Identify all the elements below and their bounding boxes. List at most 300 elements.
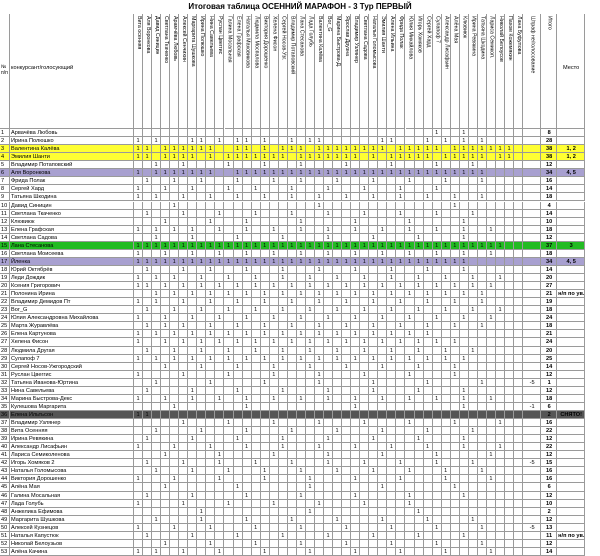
vote-cell: 1 xyxy=(469,161,478,169)
author-name-label: Владимир Узлянер xyxy=(352,16,359,63)
vote-cell xyxy=(396,435,405,443)
vote-cell: 1 xyxy=(152,516,161,524)
vote-cell: 1 xyxy=(234,137,243,145)
vote-cell: 1 xyxy=(433,459,442,467)
vote-cell xyxy=(505,483,514,491)
vote-cell: 1 xyxy=(152,427,161,435)
vote-cell: 1 xyxy=(433,185,442,193)
vote-cell: 1 xyxy=(478,524,487,532)
vote-cell xyxy=(197,451,206,459)
vote-cell xyxy=(252,387,261,395)
row-number: 2 xyxy=(0,137,10,145)
vote-cell xyxy=(505,161,514,169)
vote-cell xyxy=(234,379,243,387)
vote-cell xyxy=(433,153,442,161)
vote-cell: 1 xyxy=(243,395,252,403)
vote-cell xyxy=(243,411,252,419)
vote-cell xyxy=(442,129,451,137)
vote-cell: 1 xyxy=(378,483,387,491)
vote-cell xyxy=(306,435,315,443)
vote-cell xyxy=(252,532,261,540)
vote-cell xyxy=(279,459,288,467)
vote-cell xyxy=(252,355,261,363)
penalty-cell xyxy=(523,185,541,193)
vote-cell xyxy=(252,290,261,298)
vote-cell xyxy=(152,266,161,274)
header-author-column xyxy=(225,14,234,129)
vote-cell xyxy=(442,540,451,548)
vote-cell xyxy=(505,202,514,210)
vote-cell: 1 xyxy=(243,266,252,274)
vote-cell xyxy=(387,532,396,540)
vote-cell xyxy=(261,266,270,274)
vote-cell xyxy=(433,411,442,419)
vote-cell: 1 xyxy=(143,153,152,161)
participant-name: Светлана Ткаченко xyxy=(10,210,134,218)
vote-cell: 1 xyxy=(415,242,424,250)
vote-cell xyxy=(152,492,161,500)
author-name-label: Вог_G xyxy=(325,16,332,32)
vote-cell xyxy=(451,218,460,226)
vote-cell xyxy=(215,306,224,314)
vote-cell: 1 xyxy=(261,169,270,177)
vote-cell xyxy=(496,177,505,185)
header-author-column xyxy=(279,14,288,129)
vote-cell: 1 xyxy=(442,347,451,355)
vote-cell xyxy=(478,258,487,266)
author-name-label: Лана Буфулова xyxy=(515,16,522,55)
vote-cell xyxy=(234,459,243,467)
vote-cell: 1 xyxy=(442,548,451,556)
vote-cell: 1 xyxy=(234,153,243,161)
penalty-cell xyxy=(523,427,541,435)
vote-cell xyxy=(215,427,224,435)
vote-cell xyxy=(279,403,288,411)
vote-cell: 1 xyxy=(351,355,360,363)
vote-cell xyxy=(360,177,369,185)
vote-cell xyxy=(197,371,206,379)
participant-name: Светлана Моисеева xyxy=(10,250,134,258)
vote-cell xyxy=(451,330,460,338)
vote-cell: 1 xyxy=(496,145,505,153)
total-cell: 14 xyxy=(541,548,557,556)
vote-cell xyxy=(333,338,342,346)
vote-cell xyxy=(378,492,387,500)
vote-cell: 1 xyxy=(406,153,415,161)
vote-cell xyxy=(333,210,342,218)
vote-cell: 1 xyxy=(279,258,288,266)
vote-cell xyxy=(387,459,396,467)
header-author-column xyxy=(415,14,424,129)
vote-cell: 1 xyxy=(152,161,161,169)
vote-cell xyxy=(396,347,405,355)
vote-cell xyxy=(469,451,478,459)
vote-cell: 1 xyxy=(261,322,270,330)
vote-cell xyxy=(288,266,297,274)
vote-cell xyxy=(505,371,514,379)
vote-cell xyxy=(234,274,243,282)
header-author-column xyxy=(288,14,297,129)
vote-cell xyxy=(369,347,378,355)
vote-cell xyxy=(478,282,487,290)
vote-cell xyxy=(215,516,224,524)
row-number: 11 xyxy=(0,210,10,218)
vote-cell xyxy=(215,129,224,137)
vote-cell: 1 xyxy=(415,234,424,242)
vote-cell: 1 xyxy=(469,459,478,467)
vote-cell xyxy=(342,355,351,363)
vote-cell xyxy=(324,379,333,387)
total-cell: 6 xyxy=(541,483,557,491)
vote-cell xyxy=(297,322,306,330)
vote-cell xyxy=(252,379,261,387)
vote-cell xyxy=(469,234,478,242)
author-name-label: Аля Воронкова xyxy=(144,16,151,54)
vote-cell xyxy=(324,177,333,185)
vote-cell: 1 xyxy=(161,145,170,153)
vote-cell xyxy=(469,403,478,411)
vote-cell xyxy=(225,314,234,322)
vote-cell: 1 xyxy=(161,250,170,258)
vote-cell: 1 xyxy=(369,193,378,201)
header-author-column xyxy=(396,14,405,129)
vote-cell xyxy=(469,290,478,298)
vote-cell xyxy=(225,483,234,491)
vote-cell xyxy=(469,193,478,201)
vote-cell xyxy=(360,161,369,169)
vote-cell xyxy=(351,202,360,210)
vote-cell xyxy=(360,387,369,395)
vote-cell xyxy=(315,226,324,234)
vote-cell xyxy=(396,427,405,435)
vote-cell xyxy=(406,322,415,330)
vote-cell: 1 xyxy=(279,443,288,451)
row-number: 10 xyxy=(0,202,10,210)
vote-cell xyxy=(369,202,378,210)
place-cell xyxy=(557,403,585,411)
vote-cell xyxy=(424,387,433,395)
vote-cell xyxy=(288,250,297,258)
participant-name: Йленка xyxy=(10,258,134,266)
vote-cell: 1 xyxy=(306,483,315,491)
vote-cell xyxy=(396,177,405,185)
vote-cell xyxy=(234,508,243,516)
vote-cell xyxy=(234,475,243,483)
vote-cell xyxy=(225,435,234,443)
vote-cell xyxy=(270,274,279,282)
penalty-cell xyxy=(523,451,541,459)
vote-cell: 1 xyxy=(279,532,288,540)
vote-cell xyxy=(215,202,224,210)
vote-cell xyxy=(197,548,206,556)
vote-cell xyxy=(234,411,243,419)
vote-cell: 1 xyxy=(270,242,279,250)
vote-cell xyxy=(514,330,523,338)
vote-cell xyxy=(152,153,161,161)
vote-cell xyxy=(451,161,460,169)
vote-cell: 1 xyxy=(333,242,342,250)
header-place-cell: Место xyxy=(557,14,585,129)
vote-cell: 1 xyxy=(243,492,252,500)
vote-cell xyxy=(225,129,234,137)
penalty-cell xyxy=(523,548,541,556)
vote-cell xyxy=(505,363,514,371)
header-author-column xyxy=(197,14,206,129)
vote-cell xyxy=(369,516,378,524)
vote-cell xyxy=(279,298,288,306)
vote-cell xyxy=(351,129,360,137)
vote-cell xyxy=(179,177,188,185)
vote-cell xyxy=(197,419,206,427)
vote-cell xyxy=(279,427,288,435)
vote-cell xyxy=(170,492,179,500)
vote-cell: 1 xyxy=(152,242,161,250)
vote-cell xyxy=(270,129,279,137)
vote-cell xyxy=(378,548,387,556)
vote-cell xyxy=(424,129,433,137)
vote-cell xyxy=(324,298,333,306)
vote-cell: 1 xyxy=(369,145,378,153)
vote-cell xyxy=(206,483,215,491)
vote-cell xyxy=(360,435,369,443)
vote-cell: 1 xyxy=(478,540,487,548)
vote-cell xyxy=(243,347,252,355)
vote-cell: 1 xyxy=(188,185,197,193)
vote-cell xyxy=(188,524,197,532)
vote-cell: 1 xyxy=(360,258,369,266)
participant-name: Виктория Дорошенко xyxy=(10,475,134,483)
place-cell xyxy=(557,306,585,314)
vote-cell: 1 xyxy=(170,258,179,266)
header-penalty-cell xyxy=(523,14,541,129)
header-author-column xyxy=(406,14,415,129)
vote-cell: 1 xyxy=(315,153,324,161)
vote-cell xyxy=(369,314,378,322)
vote-cell xyxy=(306,145,315,153)
vote-cell xyxy=(333,185,342,193)
vote-cell: 1 xyxy=(134,226,143,234)
place-cell: 1, 2 xyxy=(557,145,585,153)
vote-cell: 1 xyxy=(188,226,197,234)
header-author-column xyxy=(270,14,279,129)
vote-cell: 1 xyxy=(270,419,279,427)
vote-cell: 1 xyxy=(297,250,306,258)
vote-cell: 1 xyxy=(134,258,143,266)
vote-cell: 1 xyxy=(442,306,451,314)
vote-cell xyxy=(179,314,188,322)
vote-cell: 1 xyxy=(460,314,469,322)
vote-cell xyxy=(514,548,523,556)
vote-cell xyxy=(188,516,197,524)
vote-cell xyxy=(152,210,161,218)
vote-cell xyxy=(433,548,442,556)
place-cell xyxy=(557,347,585,355)
vote-cell xyxy=(514,371,523,379)
penalty-cell xyxy=(523,242,541,250)
vote-cell xyxy=(424,435,433,443)
vote-cell xyxy=(243,524,252,532)
vote-cell xyxy=(424,548,433,556)
header-num-cell: № п/п xyxy=(0,14,10,129)
vote-cell: 1 xyxy=(288,338,297,346)
vote-cell: 1 xyxy=(433,250,442,258)
participant-name: Сергей Хард xyxy=(10,185,134,193)
vote-cell xyxy=(487,387,496,395)
penalty-cell xyxy=(523,483,541,491)
vote-cell xyxy=(206,129,215,137)
vote-cell xyxy=(152,282,161,290)
vote-cell: 1 xyxy=(234,282,243,290)
total-cell: 12 xyxy=(541,492,557,500)
vote-cell xyxy=(243,532,252,540)
vote-cell: 1 xyxy=(333,330,342,338)
vote-cell xyxy=(324,137,333,145)
vote-cell xyxy=(261,532,270,540)
vote-cell xyxy=(360,137,369,145)
vote-cell xyxy=(496,395,505,403)
header-author-column xyxy=(297,14,306,129)
vote-cell: 1 xyxy=(406,242,415,250)
vote-cell: 1 xyxy=(342,145,351,153)
vote-cell: 1 xyxy=(225,330,234,338)
vote-cell xyxy=(188,475,197,483)
vote-cell: 1 xyxy=(406,330,415,338)
vote-cell xyxy=(188,411,197,419)
vote-cell xyxy=(469,435,478,443)
vote-cell xyxy=(306,387,315,395)
vote-cell xyxy=(360,202,369,210)
vote-cell xyxy=(252,322,261,330)
place-cell xyxy=(557,363,585,371)
vote-cell xyxy=(161,516,170,524)
vote-cell xyxy=(152,347,161,355)
vote-cell xyxy=(161,524,170,532)
vote-cell xyxy=(424,371,433,379)
vote-cell xyxy=(297,202,306,210)
vote-cell: 1 xyxy=(306,274,315,282)
place-cell: СНЯТО! xyxy=(557,411,585,419)
row-number: 23 xyxy=(0,306,10,314)
place-cell xyxy=(557,548,585,556)
vote-cell xyxy=(252,250,261,258)
vote-cell: 1 xyxy=(387,169,396,177)
vote-cell: 1 xyxy=(306,258,315,266)
vote-cell: 1 xyxy=(324,314,333,322)
penalty-cell xyxy=(523,161,541,169)
vote-cell: 1 xyxy=(261,137,270,145)
participant-name: Татьяна Иванова-Юртина xyxy=(10,379,134,387)
vote-cell xyxy=(451,443,460,451)
vote-cell xyxy=(514,274,523,282)
vote-cell: 1 xyxy=(433,226,442,234)
row-number: 12 xyxy=(0,218,10,226)
total-cell: 25 xyxy=(541,355,557,363)
vote-cell: 1 xyxy=(424,443,433,451)
vote-cell xyxy=(442,161,451,169)
total-cell: 18 xyxy=(541,193,557,201)
vote-cell xyxy=(342,500,351,508)
vote-cell: 1 xyxy=(188,395,197,403)
vote-cell: 1 xyxy=(333,427,342,435)
vote-cell: 1 xyxy=(315,290,324,298)
vote-cell: 1 xyxy=(225,290,234,298)
row-number: 41 xyxy=(0,451,10,459)
vote-cell xyxy=(270,185,279,193)
vote-cell: 1 xyxy=(170,443,179,451)
vote-cell xyxy=(215,467,224,475)
vote-cell xyxy=(315,347,324,355)
total-cell: 12 xyxy=(541,387,557,395)
vote-cell: 1 xyxy=(225,371,234,379)
vote-cell: 1 xyxy=(378,137,387,145)
vote-cell: 1 xyxy=(206,145,215,153)
penalty-cell xyxy=(523,290,541,298)
vote-cell: 1 xyxy=(143,210,152,218)
vote-cell xyxy=(333,483,342,491)
vote-cell: 1 xyxy=(415,435,424,443)
vote-cell xyxy=(415,411,424,419)
vote-cell: 1 xyxy=(433,258,442,266)
place-cell xyxy=(557,185,585,193)
row-number: 49 xyxy=(0,516,10,524)
vote-cell xyxy=(143,508,152,516)
vote-cell xyxy=(215,266,224,274)
vote-cell xyxy=(478,129,487,137)
vote-cell xyxy=(324,427,333,435)
vote-cell xyxy=(387,338,396,346)
vote-cell: 1 xyxy=(460,355,469,363)
penalty-cell xyxy=(523,274,541,282)
vote-cell xyxy=(333,387,342,395)
vote-cell: 1 xyxy=(279,234,288,242)
vote-cell xyxy=(297,475,306,483)
vote-cell xyxy=(197,395,206,403)
vote-cell xyxy=(215,330,224,338)
vote-cell xyxy=(161,137,170,145)
vote-cell: 1 xyxy=(197,177,206,185)
vote-cell xyxy=(252,363,261,371)
participant-name: Нина Савельева xyxy=(10,387,134,395)
author-name-label: Пахом Кожемякин xyxy=(506,16,513,61)
vote-cell xyxy=(297,274,306,282)
vote-cell xyxy=(315,451,324,459)
vote-cell: 1 xyxy=(261,290,270,298)
vote-cell xyxy=(424,532,433,540)
vote-cell xyxy=(197,540,206,548)
vote-cell xyxy=(514,419,523,427)
vote-cell xyxy=(433,483,442,491)
vote-cell: 1 xyxy=(261,355,270,363)
vote-cell xyxy=(433,371,442,379)
vote-cell: 1 xyxy=(415,508,424,516)
vote-cell xyxy=(487,459,496,467)
vote-cell xyxy=(333,524,342,532)
vote-cell xyxy=(496,524,505,532)
vote-cell xyxy=(333,475,342,483)
vote-cell xyxy=(143,500,152,508)
vote-cell xyxy=(215,274,224,282)
vote-cell: 1 xyxy=(243,427,252,435)
vote-cell xyxy=(152,500,161,508)
vote-cell xyxy=(270,193,279,201)
vote-cell xyxy=(170,419,179,427)
vote-cell xyxy=(197,202,206,210)
vote-cell xyxy=(424,274,433,282)
vote-cell xyxy=(406,202,415,210)
vote-cell xyxy=(514,363,523,371)
total-cell: 10 xyxy=(541,218,557,226)
vote-cell xyxy=(387,475,396,483)
